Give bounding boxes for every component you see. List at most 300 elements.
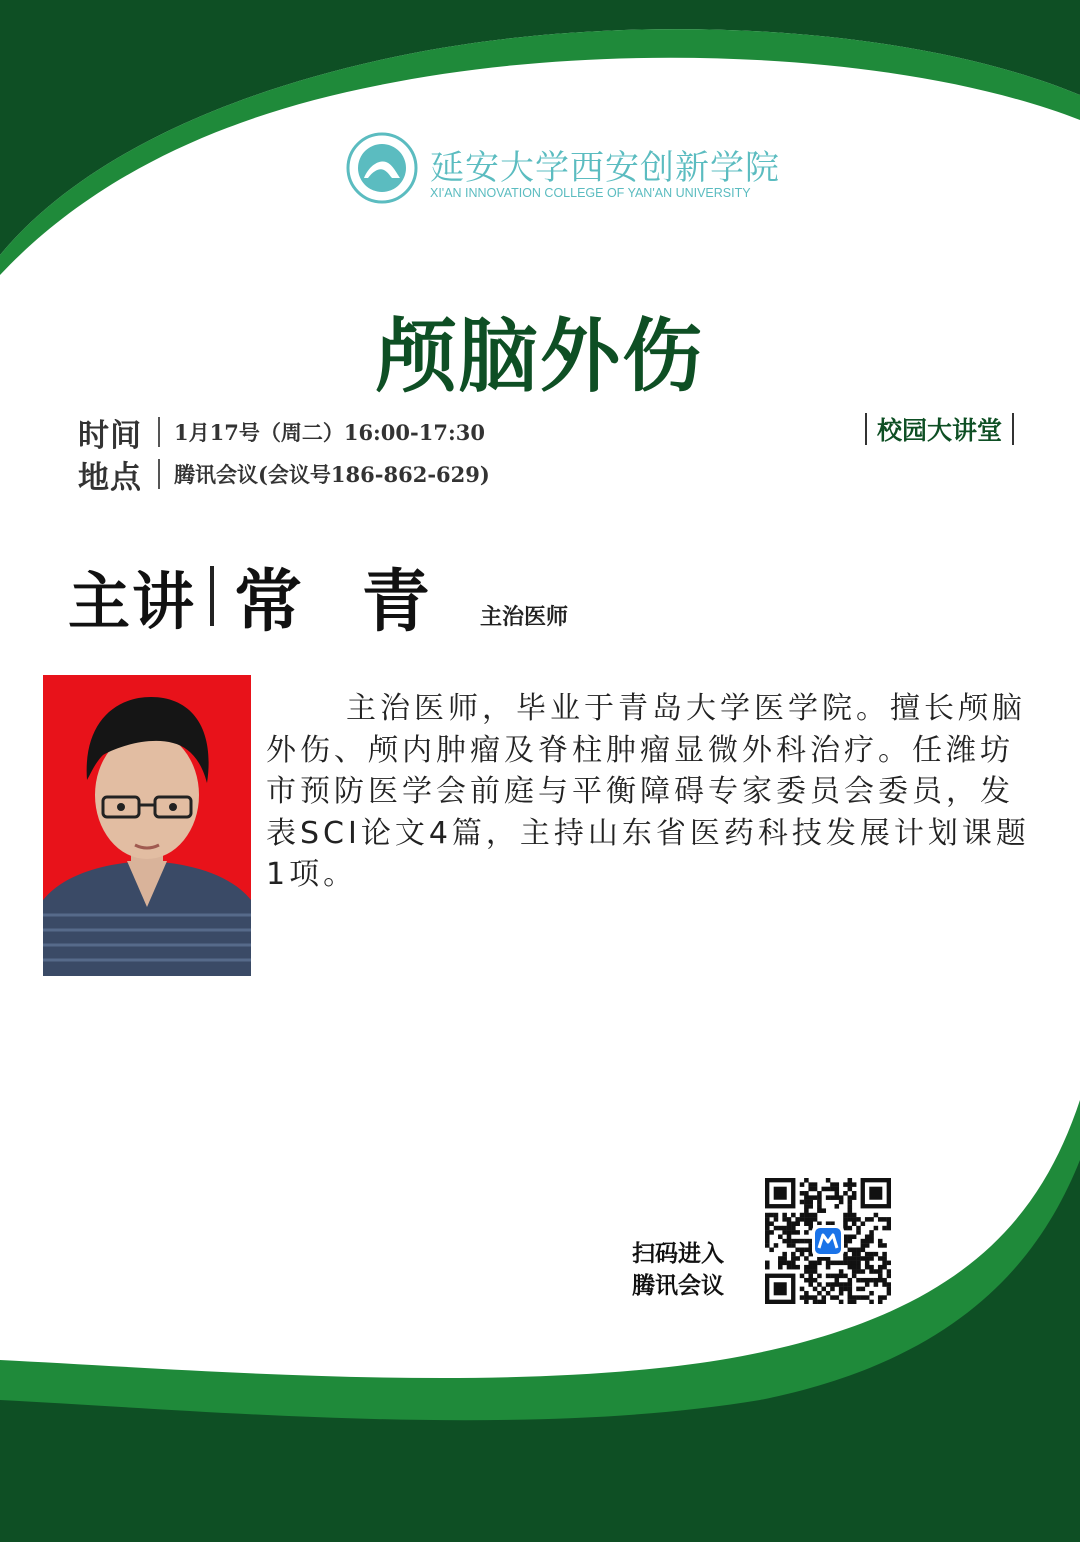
qr-module (795, 1248, 800, 1253)
qr-module (826, 1195, 831, 1200)
qr-module (830, 1274, 835, 1279)
qr-module (826, 1178, 831, 1183)
qr-module (808, 1265, 813, 1270)
qr-module (774, 1213, 779, 1218)
qr-module (852, 1300, 857, 1304)
qr-module (874, 1226, 879, 1231)
qr-module (887, 1291, 891, 1296)
qr-module (804, 1195, 809, 1200)
qr-module (861, 1256, 866, 1261)
qr-module (826, 1282, 831, 1287)
qr-module (778, 1261, 783, 1266)
qr-module (878, 1256, 883, 1261)
qr-module (795, 1256, 800, 1261)
qr-module (817, 1300, 822, 1304)
qr-module (787, 1226, 792, 1231)
qr-module (804, 1265, 809, 1270)
qr-module (839, 1300, 844, 1304)
qr-module (848, 1295, 853, 1300)
qr-module (813, 1261, 818, 1266)
qr-module (882, 1252, 887, 1257)
qr-module (821, 1295, 826, 1300)
qr-module (817, 1282, 822, 1287)
place-row (78, 454, 490, 494)
qr-module (878, 1265, 883, 1270)
qr-module (835, 1295, 840, 1300)
qr-module (765, 1261, 770, 1266)
divider (158, 417, 160, 447)
qr-module (808, 1221, 813, 1226)
qr-module (882, 1226, 887, 1231)
qr-module (813, 1195, 818, 1200)
qr-module (830, 1182, 835, 1187)
qr-module (869, 1230, 874, 1235)
qr-module (808, 1274, 813, 1279)
qr-module (774, 1217, 779, 1222)
qr-module (835, 1204, 840, 1209)
qr-module (843, 1217, 848, 1222)
qr-module (800, 1191, 805, 1196)
qr-module (808, 1204, 813, 1209)
qr-module (804, 1278, 809, 1283)
qr-module (856, 1256, 861, 1261)
qr-module (804, 1230, 809, 1235)
qr-module (787, 1230, 792, 1235)
divider (1012, 413, 1014, 445)
qr-module (813, 1213, 818, 1218)
qr-module (839, 1282, 844, 1287)
qr-module (887, 1261, 891, 1266)
qr-module (874, 1282, 879, 1287)
qr-module (835, 1182, 840, 1187)
qr-module (878, 1274, 883, 1279)
qr-module (874, 1269, 879, 1274)
qr-module (804, 1269, 809, 1274)
qr-module (882, 1265, 887, 1270)
qr-module (800, 1217, 805, 1222)
qr-module (843, 1274, 848, 1279)
qr-module (774, 1243, 779, 1248)
qr-module (843, 1213, 848, 1218)
qr-module (852, 1295, 857, 1300)
qr-module (778, 1234, 783, 1239)
qr-module (808, 1282, 813, 1287)
qr-module (856, 1278, 861, 1283)
qr-code-icon[interactable] (765, 1178, 891, 1304)
qr-module (865, 1282, 870, 1287)
qr-module (856, 1217, 861, 1222)
qr-module (861, 1248, 866, 1253)
qr-module (830, 1187, 835, 1192)
qr-module (843, 1256, 848, 1261)
qr-module (856, 1287, 861, 1292)
qr-module (804, 1295, 809, 1300)
qr-module (835, 1191, 840, 1196)
qr-module (821, 1187, 826, 1192)
qr-module (882, 1282, 887, 1287)
qr-module (848, 1234, 853, 1239)
qr-module (830, 1282, 835, 1287)
qr-module (874, 1278, 879, 1283)
speaker-photo (43, 675, 251, 976)
qr-module (826, 1265, 831, 1270)
qr-module (817, 1291, 822, 1296)
qr-module (878, 1269, 883, 1274)
qr-module (804, 1200, 809, 1205)
qr-module (852, 1252, 857, 1257)
qr-module (804, 1208, 809, 1213)
qr-module (835, 1261, 840, 1266)
speaker-row (68, 556, 448, 642)
qr-module (861, 1243, 866, 1248)
qr-module (835, 1187, 840, 1192)
college-logo-icon (346, 132, 418, 204)
qr-module (856, 1226, 861, 1231)
qr-module (865, 1295, 870, 1300)
qr-module (848, 1178, 853, 1183)
qr-module (769, 1221, 774, 1226)
qr-module (852, 1213, 857, 1218)
qr-module (795, 1239, 800, 1244)
qr-module (808, 1195, 813, 1200)
qr-module (808, 1295, 813, 1300)
qr-module (848, 1182, 853, 1187)
qr-module (865, 1234, 870, 1239)
qr-module (787, 1243, 792, 1248)
qr-module (778, 1256, 783, 1261)
qr-module (843, 1252, 848, 1257)
qr-module (852, 1248, 857, 1253)
qr-module (848, 1213, 853, 1218)
qr-module (791, 1256, 796, 1261)
qr-module (804, 1300, 809, 1304)
qr-module (882, 1261, 887, 1266)
qr-module (848, 1282, 853, 1287)
qr-module (878, 1243, 883, 1248)
qr-module (791, 1265, 796, 1270)
college-name-cn: 延安大学西安创新学院 (430, 148, 780, 188)
qr-finder-center (869, 1187, 882, 1200)
qr-module (852, 1195, 857, 1200)
qr-module (852, 1274, 857, 1279)
qr-module (869, 1217, 874, 1222)
qr-module (869, 1239, 874, 1244)
qr-module (804, 1191, 809, 1196)
qr-module (774, 1226, 779, 1231)
qr-module (765, 1226, 770, 1231)
qr-module (848, 1187, 853, 1192)
qr-module (791, 1230, 796, 1235)
qr-module (808, 1278, 813, 1283)
qr-module (765, 1234, 770, 1239)
qr-module (787, 1239, 792, 1244)
qr-module (869, 1269, 874, 1274)
scan-prompt (632, 1238, 724, 1302)
qr-module (839, 1287, 844, 1292)
qr-module (865, 1261, 870, 1266)
qr-module (843, 1182, 848, 1187)
qr-module (848, 1256, 853, 1261)
qr-module (826, 1274, 831, 1279)
speaker-label: 主讲 (68, 564, 197, 638)
qr-module (848, 1217, 853, 1222)
qr-module (800, 1274, 805, 1279)
qr-module (878, 1239, 883, 1244)
qr-module (778, 1265, 783, 1270)
lecture-series-tag (865, 410, 1014, 448)
qr-module (795, 1265, 800, 1270)
qr-module (848, 1226, 853, 1231)
qr-module (869, 1300, 874, 1304)
qr-module (800, 1239, 805, 1244)
qr-module (791, 1261, 796, 1266)
qr-module (882, 1295, 887, 1300)
qr-module (878, 1217, 883, 1222)
qr-module (882, 1278, 887, 1283)
lecture-title: 颅脑外伤 (376, 309, 704, 403)
qr-module (839, 1269, 844, 1274)
qr-module (813, 1187, 818, 1192)
qr-module (808, 1200, 813, 1205)
qr-module (817, 1208, 822, 1213)
qr-module (852, 1265, 857, 1270)
qr-module (852, 1256, 857, 1261)
time-label: 时间 (78, 417, 142, 454)
qr-module (813, 1300, 818, 1304)
college-name-en: XI'AN INNOVATION COLLEGE OF YAN'AN UNIVERSITY (430, 186, 751, 200)
qr-module (765, 1239, 770, 1244)
qr-module (869, 1234, 874, 1239)
qr-module (782, 1256, 787, 1261)
place-label: 地点 (78, 459, 142, 496)
qr-module (856, 1265, 861, 1270)
qr-module (778, 1226, 783, 1231)
qr-module (865, 1278, 870, 1283)
qr-module (865, 1265, 870, 1270)
qr-module (804, 1256, 809, 1261)
qr-module (821, 1287, 826, 1292)
qr-module (861, 1221, 866, 1226)
qr-module (821, 1300, 826, 1304)
qr-module (887, 1274, 891, 1279)
qr-module (882, 1256, 887, 1261)
qr-module (869, 1278, 874, 1283)
qr-module (782, 1226, 787, 1231)
qr-module (808, 1261, 813, 1266)
qr-module (839, 1274, 844, 1279)
qr-module (865, 1256, 870, 1261)
qr-module (887, 1282, 891, 1287)
qr-module (804, 1291, 809, 1296)
qr-module (791, 1252, 796, 1257)
qr-module (813, 1217, 818, 1222)
qr-module (856, 1269, 861, 1274)
qr-module (800, 1287, 805, 1292)
qr-module (813, 1182, 818, 1187)
qr-module (835, 1278, 840, 1283)
qr-module (839, 1291, 844, 1296)
qr-module (800, 1182, 805, 1187)
qr-module (848, 1265, 853, 1270)
qr-module (782, 1213, 787, 1218)
qr-module (808, 1182, 813, 1187)
qr-module (769, 1248, 774, 1253)
qr-module (800, 1200, 805, 1205)
qr-module (791, 1243, 796, 1248)
qr-module (843, 1221, 848, 1226)
qr-module (813, 1278, 818, 1283)
qr-module (804, 1221, 809, 1226)
qr-module (865, 1217, 870, 1222)
qr-module (856, 1230, 861, 1235)
qr-module (830, 1195, 835, 1200)
qr-module (848, 1208, 853, 1213)
qr-module (804, 1217, 809, 1222)
qr-module (887, 1287, 891, 1292)
qr-module (800, 1252, 805, 1257)
qr-module (878, 1295, 883, 1300)
qr-module (813, 1269, 818, 1274)
qr-module (795, 1230, 800, 1235)
qr-module (878, 1300, 883, 1304)
qr-module (817, 1204, 822, 1209)
qr-module (813, 1265, 818, 1270)
qr-module (887, 1226, 891, 1231)
qr-module (765, 1213, 770, 1218)
qr-module (791, 1221, 796, 1226)
qr-module (817, 1191, 822, 1196)
qr-module (835, 1274, 840, 1279)
qr-module (852, 1221, 857, 1226)
qr-module (856, 1261, 861, 1266)
lecture-series-label: 校园大讲堂 (877, 416, 1003, 445)
qr-module (765, 1221, 770, 1226)
qr-module (882, 1217, 887, 1222)
qr-module (800, 1248, 805, 1253)
qr-module (817, 1261, 822, 1266)
qr-module (808, 1187, 813, 1192)
qr-module (848, 1261, 853, 1266)
qr-module (874, 1252, 879, 1257)
qr-module (843, 1287, 848, 1292)
qr-module (804, 1248, 809, 1253)
qr-module (865, 1243, 870, 1248)
qr-module (839, 1195, 844, 1200)
qr-module (813, 1287, 818, 1292)
qr-module (848, 1287, 853, 1292)
qr-module (830, 1287, 835, 1292)
scan-line-2: 腾讯会议 (632, 1272, 724, 1299)
qr-module (848, 1195, 853, 1200)
qr-module (861, 1295, 866, 1300)
qr-module (787, 1221, 792, 1226)
qr-module (791, 1226, 796, 1231)
qr-module (843, 1191, 848, 1196)
qr-module (782, 1230, 787, 1235)
qr-module (800, 1213, 805, 1218)
qr-module (874, 1213, 879, 1218)
qr-module (848, 1278, 853, 1283)
qr-module (869, 1252, 874, 1257)
qr-module (821, 1208, 826, 1213)
qr-module (861, 1287, 866, 1292)
qr-module (887, 1269, 891, 1274)
qr-module (861, 1278, 866, 1283)
qr-module (813, 1295, 818, 1300)
qr-module (887, 1217, 891, 1222)
qr-module (839, 1261, 844, 1266)
time-value: 1月17号（周二）16:00-17:30 (174, 420, 485, 445)
qr-module (804, 1204, 809, 1209)
qr-module (826, 1291, 831, 1296)
qr-module (765, 1243, 770, 1248)
qr-module (769, 1213, 774, 1218)
qr-module (848, 1291, 853, 1296)
qr-module (869, 1256, 874, 1261)
qr-module (852, 1261, 857, 1266)
qr-module (791, 1213, 796, 1218)
tencent-meeting-icon (812, 1225, 844, 1257)
qr-module (856, 1252, 861, 1257)
qr-module (848, 1200, 853, 1205)
qr-module (835, 1195, 840, 1200)
qr-module (861, 1239, 866, 1244)
qr-module (869, 1291, 874, 1296)
qr-module (830, 1295, 835, 1300)
qr-module (848, 1239, 853, 1244)
qr-module (795, 1221, 800, 1226)
qr-module (787, 1217, 792, 1222)
qr-module (848, 1204, 853, 1209)
qr-module (856, 1248, 861, 1253)
qr-module (765, 1265, 770, 1270)
qr-module (782, 1217, 787, 1222)
qr-module (839, 1200, 844, 1205)
qr-module (817, 1200, 822, 1205)
place-value: 腾讯会议(会议号186-862-629) (174, 462, 490, 487)
qr-module (782, 1252, 787, 1257)
speaker-name: 常 青 (234, 561, 448, 642)
qr-module (848, 1300, 853, 1304)
time-row (78, 412, 485, 452)
qr-module (795, 1217, 800, 1222)
qr-module (800, 1295, 805, 1300)
qr-module (852, 1217, 857, 1222)
qr-module (808, 1269, 813, 1274)
qr-module (817, 1195, 822, 1200)
qr-module (787, 1265, 792, 1270)
qr-module (804, 1178, 809, 1183)
qr-module (782, 1239, 787, 1244)
qr-finder-center (774, 1187, 787, 1200)
qr-module (765, 1217, 770, 1222)
qr-module (852, 1191, 857, 1196)
qr-module (848, 1248, 853, 1253)
qr-module (791, 1239, 796, 1244)
qr-finder-center (774, 1282, 787, 1295)
qr-module (856, 1295, 861, 1300)
qr-module (787, 1234, 792, 1239)
qr-module (817, 1274, 822, 1279)
qr-module (804, 1239, 809, 1244)
qr-module (826, 1187, 831, 1192)
qr-module (882, 1243, 887, 1248)
qr-module (830, 1261, 835, 1266)
qr-module (852, 1182, 857, 1187)
qr-module (869, 1265, 874, 1270)
qr-module (765, 1230, 770, 1235)
qr-module (852, 1269, 857, 1274)
